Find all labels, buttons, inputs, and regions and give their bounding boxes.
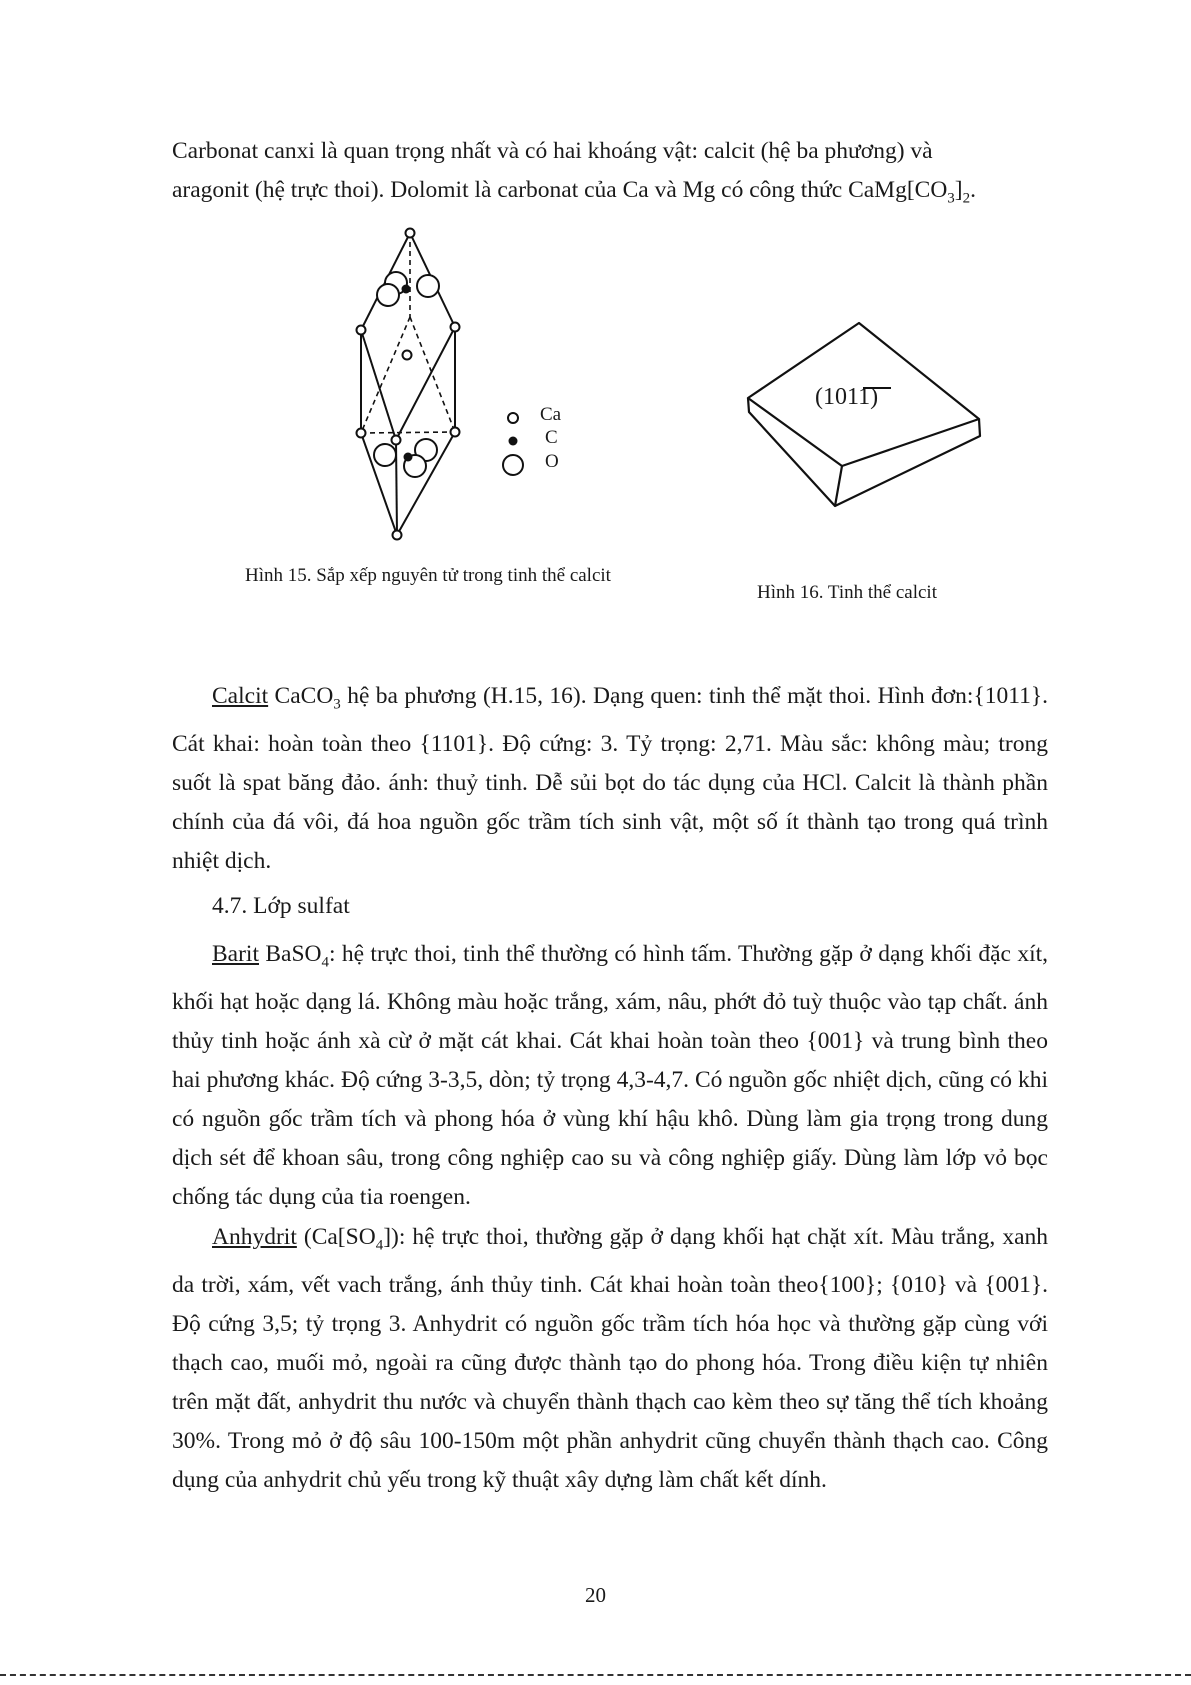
legend-ca-label: Ca [540, 404, 562, 425]
barit-term: Barit [212, 941, 259, 967]
bottom-divider [0, 1674, 1191, 1676]
calcit-paragraph: Calcit CaCO$_3$ hệ ba phương (H.15, 16). Dạng quen: tinh thể mặt thoi. Hình đơn:{1011}. Cát khai: hoàn toàn theo {1101}. Độ cứng: 3. Tỷ trọng: 2,71. Màu sắc: không màu; trong suốt là spat băng đảo. ánh: thuỷ tinh. Dễ sủi bọt do tác dụng của HCl. Calcit là thành phần chính của đá vôi, đá hoa nguồn gốc trầm tích sinh vật, một số ít thành tạo trong quá trình nhiệt dịch. [172, 683, 1049, 874]
intro-line-2: aragonit (hệ trực thoi). Dolomit là carbonat của Ca và Mg có công thức $CaMg[CO_3]_2$. [172, 177, 976, 207]
legend-symbols [500, 410, 530, 485]
legend-o-label: O [545, 451, 559, 472]
calcit-term: Calcit [212, 683, 269, 709]
intro-line-1: Carbonat canxi là quan trọng nhất và có hai khoáng vật: calcit (hệ ba phương) và [172, 138, 933, 164]
barit-paragraph: Barit BaSO$_4$: hệ trực thoi, tinh thể thường có hình tấm. Thường gặp ở dạng khối đặc xít, khối hạt hoặc dạng lá. Không màu hoặc trắng, xám, nâu, phớt đỏ tuỳ thuộc vào tạp chất. ánh thủy tinh hoặc ánh xà cừ ở mặt cát khai. Cát khai hoàn toàn theo {001} và trung bình theo hai phương khác. Độ cứng 3-3,5, dòn; tỷ trọng 4,3-4,7. Có nguồn gốc nhiệt dịch, cũng có khi có nguồn gốc trầm tích và phong hóa ở vùng khí hậu khô. Dùng làm gia trọng trong dung dịch sét để khoan sâu, trong công nghiệp cao su và công nghiệp giấy. Dùng làm lớp vỏ bọc chống tác dụng của tia roengen. [172, 941, 1049, 1210]
figure-15-caption: Hình 15. Sắp xếp nguyên tử trong tinh thể calcit [245, 565, 611, 586]
figure-16-caption: Hình 16. Tinh thể calcit [757, 582, 937, 603]
figure-16-calcite-crystal [745, 315, 995, 510]
crystal-face-label: (1011) [815, 384, 879, 410]
legend-o-symbol [503, 455, 523, 475]
legend-c-label: C [545, 427, 558, 448]
overbar-mark [863, 387, 891, 389]
figure-15-calcite-structure [340, 225, 490, 550]
page-number: 20 [585, 1583, 606, 1607]
legend-ca-symbol [508, 413, 518, 423]
intro-paragraph [172, 132, 1048, 219]
section-heading: 4.7. Lớp sulfat [212, 893, 350, 919]
anhydrit-term: Anhydrit [212, 1224, 297, 1250]
legend-c-symbol [509, 437, 518, 446]
anhydrit-paragraph: Anhydrit $(Ca[SO_4])$: hệ trực thoi, thường gặp ở dạng khối hạt chặt xít. Màu trắng, xanh da trời, xám, vết vach trắng, ánh thủy tinh. Cát khai hoàn toàn theo{100}; {010} và {001}. Độ cứng 3,5; tỷ trọng 3. Anhydrit có nguồn gốc trầm tích hóa học và thường gặp cùng với thạch cao, muối mỏ, ngoài ra cũng được thành tạo do phong hóa. Trong điều kiện tự nhiên trên mặt đất, anhydrit thu nước và chuyển thành thạch cao kèm theo sự tăng thể tích khoảng 30%. Trong mỏ ở độ sâu 100-150m một phần anhydrit cũng chuyển thành thạch cao. Công dụng của anhydrit chủ yếu trong kỹ thuật xây dựng làm chất kết dính. [172, 1224, 1049, 1493]
